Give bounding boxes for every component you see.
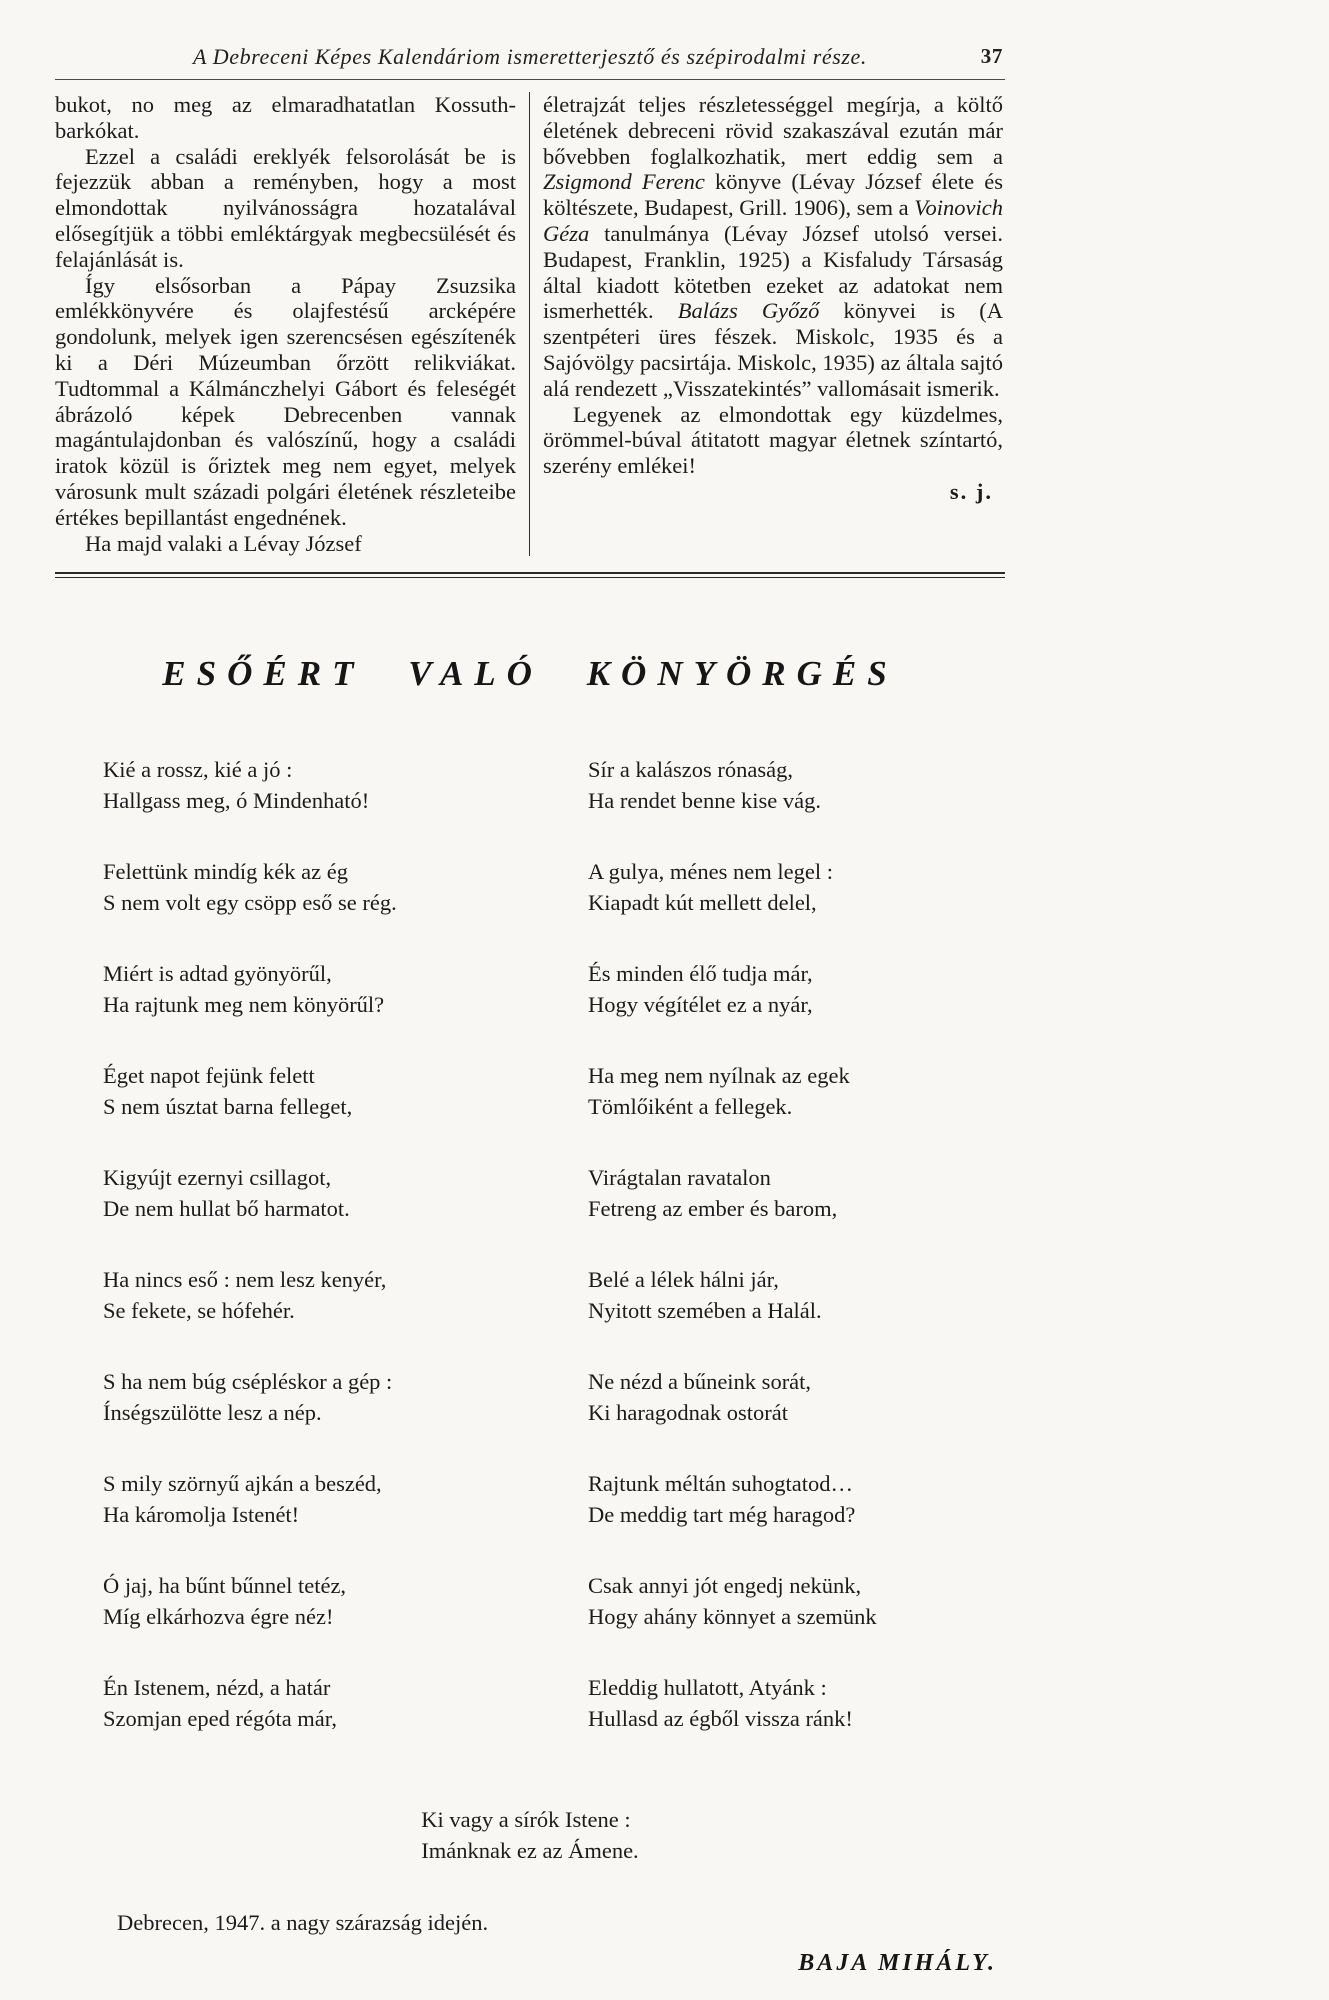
poem-line: Sír a kalászos rónaság,	[588, 757, 793, 783]
text-segment-italic: Balázs Győző	[677, 298, 820, 324]
paragraph: Legyenek az elmondottak egy küzdelmes, örömmel-búval átitatott magyar életnek színtartó, szerény emlékei!	[543, 401, 1003, 479]
section-divider	[55, 572, 1005, 578]
poem-line: Ínségszülötte lesz a nép.	[103, 1400, 322, 1426]
poem-line: Kiapadt kút mellett delel,	[588, 890, 817, 916]
stanza	[103, 958, 533, 1020]
poem-line: De meddig tart még haragod?	[588, 1502, 856, 1528]
poem-line: Ne nézd a bűneink sorát,	[588, 1369, 812, 1395]
poem-line: Hogy végítélet ez a nyár,	[588, 992, 813, 1018]
page-number: 37	[980, 44, 1003, 68]
stanza	[588, 1060, 1005, 1122]
poem-line: Kigyújt ezernyi csillagot,	[103, 1165, 332, 1191]
poem-author: BAJA MIHÁLY.	[798, 1950, 997, 1977]
poem-line: Ha meg nem nyílnak az egek	[588, 1063, 850, 1089]
page-header	[55, 44, 1005, 80]
poem-line: Felettünk mindíg kék az ég	[103, 859, 348, 885]
poem-line: Éget napot fejünk felett	[103, 1063, 315, 1089]
text-segment: tanulmánya (Lévay József utolsó versei. Budapest, Franklin, 1925) a Kisfaludy Társaság által kiadott kötetben ezeket az adatokat nem ismerhették.	[543, 220, 1003, 324]
stanza	[588, 1570, 1005, 1632]
stanza	[588, 1672, 1005, 1734]
poem-line: Tömlőiként a fellegek.	[588, 1094, 793, 1120]
poem-dateline: Debrecen, 1947. a nagy szárazság idején.	[117, 1910, 489, 1936]
stanza	[588, 958, 1005, 1020]
stanza	[588, 1162, 1005, 1224]
poem-line: De nem hullat bő harmatot.	[103, 1196, 350, 1222]
text-segment: könyve (Lévay József élete és költészete, Budapest, Grill. 1906), sem a	[543, 169, 1003, 221]
poem-line: Hogy ahány könnyet a szemünk	[588, 1604, 877, 1630]
poem-line: Se fekete, se hófehér.	[103, 1298, 295, 1324]
poem-line: Hullasd az égből vissza ránk!	[588, 1706, 853, 1732]
poem-line: A gulya, ménes nem legel :	[588, 859, 833, 885]
poem-closing-lines	[421, 1804, 638, 1866]
poem-line: Miért is adtad gyönyörűl,	[103, 961, 332, 987]
stanza	[103, 1366, 533, 1428]
poem-line: Ó jaj, ha bűnt bűnnel tetéz,	[103, 1573, 347, 1599]
stanza	[588, 1264, 1005, 1326]
document-page	[55, 44, 1005, 1977]
stanza	[103, 1060, 533, 1122]
poem-columns	[55, 754, 1005, 1774]
poem-line: Imánknak ez az Ámene.	[421, 1838, 639, 1864]
poem-right-column	[588, 754, 1005, 1774]
stanza	[588, 856, 1005, 918]
poem-line: Nyitott szemében a Halál.	[588, 1298, 822, 1324]
article-right-column	[543, 92, 1003, 556]
poem-title: ESŐÉRT VALÓ KÖNYÖRGÉS	[162, 654, 898, 694]
stanza	[103, 754, 533, 816]
column-divider	[529, 92, 530, 556]
poem-section	[55, 654, 1005, 1977]
stanza	[103, 1468, 533, 1530]
poem-line: Kié a rossz, kié a jó :	[103, 757, 293, 783]
poem-line: Eleddig hullatott, Atyánk :	[588, 1675, 827, 1701]
stanza	[103, 1264, 533, 1326]
poem-line: Szomjan eped régóta már,	[103, 1706, 338, 1732]
poem-line: S nem volt egy csöpp eső se rég.	[103, 890, 397, 916]
poem-line: Én Istenem, nézd, a határ	[103, 1675, 331, 1701]
stanza	[588, 1468, 1005, 1530]
poem-line: Belé a lélek hálni jár,	[588, 1267, 779, 1293]
poem-line: Ha káromolja Istenét!	[103, 1502, 300, 1528]
paragraph	[543, 92, 1003, 402]
poem-left-column	[103, 754, 533, 1774]
paragraph: Ezzel a családi ereklyék felsorolását be is fejezzük abban a reményben, hogy a most elmondottak nyilvánosságra hozatalával elősegítjük a többi emléktárgyak megbecsülését és felajánlását is.	[55, 143, 516, 272]
text-segment-italic: Zsigmond Ferenc	[543, 169, 705, 195]
paragraph: Ha majd valaki a Lévay József	[85, 530, 362, 556]
text-segment: életrajzát teljes részletességgel megírja, a költő életének debreceni rövid szakaszával ezután már bővebben foglalkozhatik, mert eddig sem a	[543, 92, 1003, 169]
text-segment-italic: Voinovich Géza	[543, 195, 1003, 246]
stanza	[103, 1570, 533, 1632]
poem-line: S ha nem búg csépléskor a gép :	[103, 1369, 393, 1395]
poem-line: S mily szörnyű ajkán a beszéd,	[103, 1471, 382, 1497]
poem-line: Míg elkárhozva égre néz!	[103, 1604, 334, 1630]
poem-line: Csak annyi jót engedj nekünk,	[588, 1573, 862, 1599]
article-signature: s. j.	[949, 478, 993, 504]
running-title: A Debreceni Képes Kalendáriom ismeretterjesztő és szépirodalmi része.	[192, 44, 868, 69]
poem-line: Ha rendet benne kise vág.	[588, 788, 822, 814]
stanza	[588, 1366, 1005, 1428]
poem-line: Virágtalan ravatalon	[588, 1165, 771, 1191]
stanza	[588, 754, 1005, 816]
poem-line: Hallgass meg, ó Mindenható!	[103, 788, 370, 814]
poem-line: Rajtunk méltán suhogtatod…	[588, 1471, 853, 1497]
poem-line: Ha nincs eső : nem lesz kenyér,	[103, 1267, 387, 1293]
text-segment: könyvei is (A szentpéteri üres fészek. Miskolc, 1935 és a Sajóvölgy pacsirtája. Miskolc, 1935) az általa sajtó alá rendezett „Visszatekintés” vallomásait ismerik.	[543, 298, 1004, 401]
paragraph: bukot, no meg az elmaradhatatlan Kossuth-barkókat.	[55, 92, 516, 143]
article-left-column	[55, 92, 516, 556]
poem-line: Ha rajtunk meg nem könyörűl?	[103, 992, 385, 1018]
stanza	[103, 1162, 533, 1224]
poem-line: S nem úsztat barna felleget,	[103, 1094, 353, 1120]
stanza	[103, 856, 533, 918]
article-section	[55, 92, 1005, 556]
poem-line: Ki haragodnak ostorát	[588, 1400, 788, 1426]
stanza	[103, 1672, 533, 1734]
poem-line: Fetreng az ember és barom,	[588, 1196, 838, 1222]
poem-line: És minden élő tudja már,	[588, 961, 813, 987]
poem-line: Ki vagy a sírók Istene :	[421, 1807, 631, 1833]
paragraph: Így elsősorban a Pápay Zsuzsika emlékkönyvére és olajfestésű arcképére gondolunk, melyek igen szerencsésen egészítenék ki a Déri Múzeumban őrzött relikviákat. Tudtommal a Kálmánczhelyi Gábort és feleségét ábrázoló képek Debrecenben vannak magántulajdonban és valószínű, hogy a családi iratok közül is őriztek meg nem egyet, melyek városunk mult századi polgári életének részleteibe értékes bepillantást engednének.	[55, 272, 516, 530]
poem-closing-stanza	[55, 1804, 1005, 1866]
